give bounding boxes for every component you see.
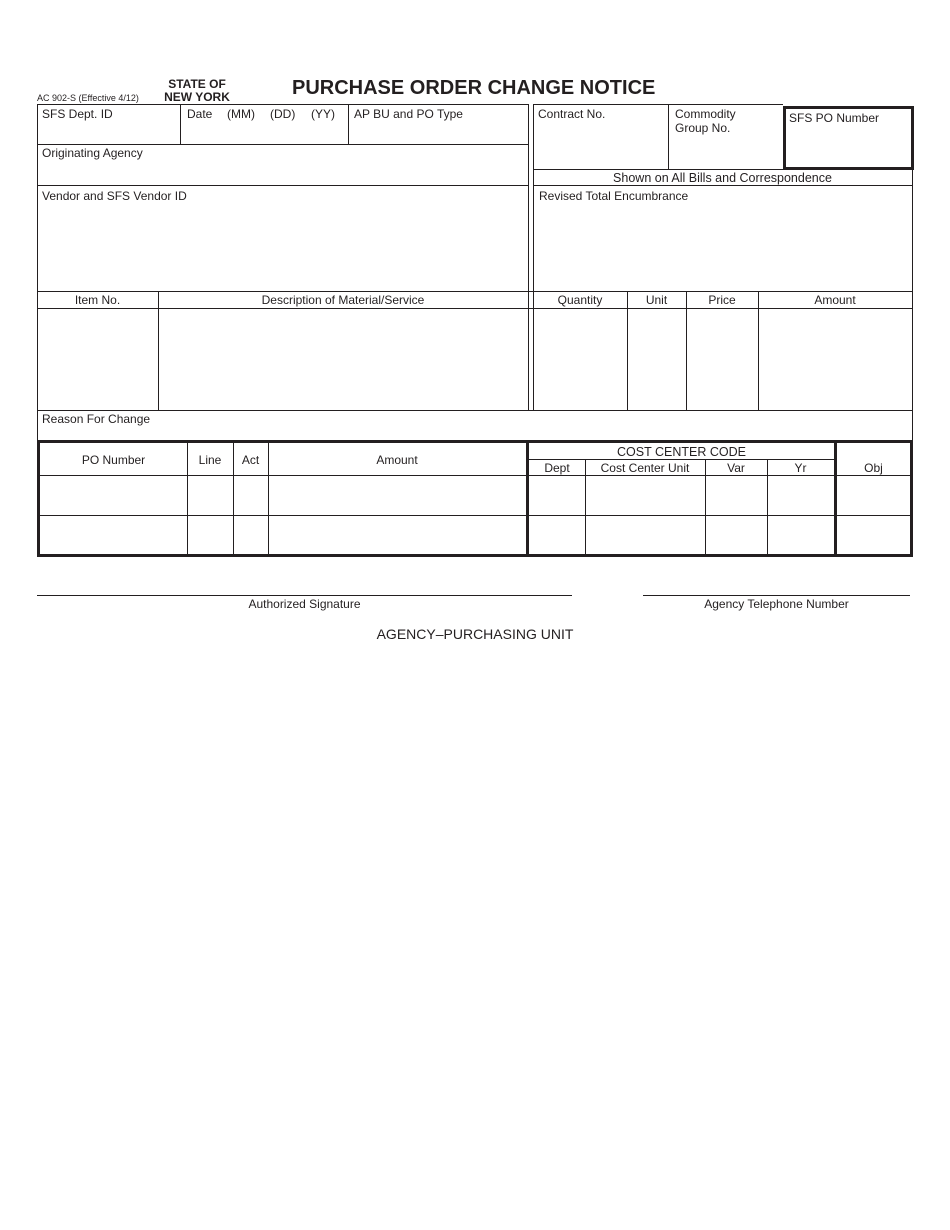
var-header: Var [727, 461, 745, 475]
cost-row-1-po-number[interactable] [40, 476, 186, 514]
rule [533, 185, 912, 186]
cost-row-1-yr[interactable] [768, 476, 833, 514]
cost-row-2-line[interactable] [188, 516, 232, 554]
form-code: AC 902-S (Effective 4/12) [37, 93, 139, 103]
copy-designation: AGENCY–PURCHASING UNIT [376, 626, 574, 642]
description-header: Description of Material/Service [261, 293, 425, 307]
rule [912, 169, 913, 410]
date-field[interactable] [181, 122, 347, 143]
dept-header: Dept [544, 461, 570, 475]
cost-row-1-var[interactable] [706, 476, 766, 514]
cost-row-2-cost-center-unit[interactable] [586, 516, 704, 554]
ap-bu-po-type-field[interactable] [349, 122, 527, 143]
cost-row-2-dept[interactable] [529, 516, 584, 554]
ap-bu-po-type-label: AP BU and PO Type [354, 107, 463, 121]
vendor-label: Vendor and SFS Vendor ID [42, 189, 187, 203]
commodity-group-field[interactable] [669, 136, 782, 168]
rule [37, 185, 528, 186]
reason-for-change-field[interactable] [38, 427, 911, 439]
rule [528, 104, 529, 410]
cost-amount-header: Amount [376, 453, 418, 467]
item-no-header: Item No. [74, 293, 121, 307]
commodity-group-label [675, 107, 736, 135]
cost-center-code-header: COST CENTER CODE [617, 445, 746, 459]
sfs-po-number-label: SFS PO Number [789, 111, 880, 125]
rule [533, 104, 783, 105]
sfs-dept-id-field[interactable] [38, 122, 179, 143]
cost-row-2-obj[interactable] [837, 516, 909, 554]
sfs-po-number-field[interactable] [786, 127, 911, 167]
date-yy-label: (YY) [311, 107, 335, 121]
reason-for-change-label: Reason For Change [42, 412, 151, 426]
amount-field[interactable] [759, 309, 911, 409]
vendor-field[interactable] [38, 204, 527, 290]
authorized-signature-field[interactable] [37, 570, 572, 594]
state-name [158, 78, 236, 104]
rule [37, 410, 912, 411]
contract-no-label: Contract No. [538, 107, 606, 121]
date-mm-label: (MM) [227, 107, 255, 121]
cost-row-1-line[interactable] [188, 476, 232, 514]
authorized-signature-line [37, 595, 572, 596]
agency-telephone-line [643, 595, 910, 596]
agency-telephone-field[interactable] [643, 570, 910, 594]
po-number-header: PO Number [81, 453, 146, 467]
quantity-header: Quantity [557, 293, 603, 307]
revised-total-field[interactable] [534, 204, 911, 290]
page-title: PURCHASE ORDER CHANGE NOTICE [292, 77, 656, 99]
quantity-field[interactable] [534, 309, 626, 409]
cost-row-1-amount[interactable] [269, 476, 525, 514]
unit-header: Unit [645, 293, 668, 307]
amount-header: Amount [814, 293, 856, 307]
rule [37, 291, 912, 292]
date-label: Date [187, 107, 213, 121]
rule [527, 459, 834, 460]
commodity-line-1: Commodity [675, 107, 736, 121]
cost-row-2-po-number[interactable] [40, 516, 186, 554]
rule [912, 410, 913, 441]
contract-no-field[interactable] [534, 122, 667, 168]
revised-total-label: Revised Total Encumbrance [539, 189, 689, 203]
cost-row-2-var[interactable] [706, 516, 766, 554]
cost-row-1-dept[interactable] [529, 476, 584, 514]
cost-row-1-act[interactable] [234, 476, 267, 514]
cost-row-2-act[interactable] [234, 516, 267, 554]
price-header: Price [708, 293, 736, 307]
agency-telephone-label: Agency Telephone Number [704, 597, 849, 611]
state-line-2: NEW YORK [164, 90, 230, 104]
rule [37, 144, 528, 145]
rule [37, 104, 528, 105]
unit-field[interactable] [628, 309, 685, 409]
sfs-po-number-box [783, 106, 914, 170]
date-dd-label: (DD) [270, 107, 296, 121]
authorized-signature-label: Authorized Signature [248, 597, 361, 611]
commodity-line-2: Group No. [675, 121, 731, 135]
item-no-field[interactable] [38, 309, 157, 409]
originating-agency-label: Originating Agency [42, 146, 143, 160]
sfs-dept-id-label: SFS Dept. ID [42, 107, 113, 121]
act-header: Act [241, 453, 260, 467]
description-field[interactable] [159, 309, 527, 409]
cost-row-1-obj[interactable] [837, 476, 909, 514]
shown-on-bills-note: Shown on All Bills and Correspondence [613, 171, 832, 185]
cost-row-2-yr[interactable] [768, 516, 833, 554]
price-field[interactable] [687, 309, 757, 409]
line-header: Line [198, 453, 222, 467]
cost-row-2-amount[interactable] [269, 516, 525, 554]
cost-center-unit-header: Cost Center Unit [600, 461, 690, 475]
originating-agency-field[interactable] [38, 161, 527, 184]
state-line-1: STATE OF [168, 77, 226, 91]
cost-row-1-cost-center-unit[interactable] [586, 476, 704, 514]
yr-header: Yr [794, 461, 807, 475]
obj-header: Obj [864, 461, 883, 475]
